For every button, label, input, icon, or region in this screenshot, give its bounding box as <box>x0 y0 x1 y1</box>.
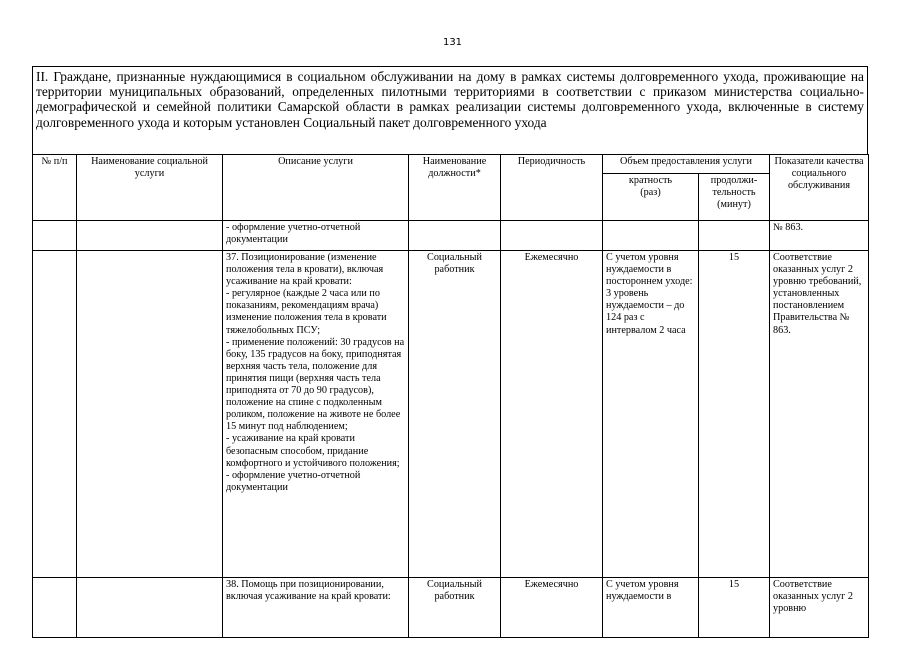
row-periodicity: Ежемесячно <box>501 578 603 638</box>
document-table-frame <box>32 66 868 656</box>
header-description: Описание услуги <box>223 155 409 221</box>
row-service-name <box>77 221 223 251</box>
header-volume: Объем предоставления услуги <box>603 155 770 174</box>
row-multiplicity: С учетом уровня нуждаемости в <box>603 578 699 638</box>
page-number: 131 <box>442 37 463 48</box>
row-periodicity <box>501 221 603 251</box>
table-row <box>33 251 869 578</box>
row-position <box>409 221 501 251</box>
table-row <box>33 221 869 251</box>
header-quality: Показатели качества социального обслуживания <box>770 155 869 221</box>
row-description: - оформление учетно-отчетной документации <box>223 221 409 251</box>
row-periodicity: Ежемесячно <box>501 251 603 578</box>
services-table <box>32 154 869 638</box>
row-quality: Соответствие оказанных услуг 2 уровню <box>770 578 869 638</box>
row-num <box>33 578 77 638</box>
row-num <box>33 251 77 578</box>
header-num: № п/п <box>33 155 77 221</box>
header-duration: продолжи- тельность (минут) <box>699 174 770 221</box>
header-service-name: Наименование социальной услуги <box>77 155 223 221</box>
row-service-name <box>77 251 223 578</box>
header-periodicity: Периодичность <box>501 155 603 221</box>
row-position: Социальный работник <box>409 251 501 578</box>
row-duration: 15 <box>699 251 770 578</box>
row-description: 38. Помощь при позиционировании, включая усаживание на край кровати: <box>223 578 409 638</box>
row-service-name <box>77 578 223 638</box>
row-duration <box>699 221 770 251</box>
table-row <box>33 578 869 638</box>
row-quality: Соответствие оказанных услуг 2 уровню требований, установленных постановлением Правительства № 863. <box>770 251 869 578</box>
section-title: II. Граждане, признанные нуждающимися в социальном обслуживании на дому в рамках системы долговременного ухода, проживающие на территории муниципальных образований, определенных пилотными территориями в соответствии с приказом министерства социально-демографической и семейной политики Самарской области в рамках реализации системы долговременного ухода, включенные в систему долговременного ухода и которым установлен Социальный пакет долговременного ухода <box>32 66 868 154</box>
row-description: 37. Позиционирование (изменение положения тела в кровати), включая усаживание на край кровати: - регулярное (каждые 2 часа или по показаниям, рекомендациям врача) изменение положения тела в кровати тяжелобольных ПСУ; - применение положений: 30 градусов на боку, 135 градусов на боку, приподнятая верхняя часть тела, положение для принятия пищи (верхняя часть тела приподнята от 70 до 90 градусов), положение на спине с подколенным роликом, положение на животе не более 15 минут под наблюдением; - усаживание на край кровати безопасным способом, придание комфортного и устойчивого положения; - оформление учетно-отчетной документации <box>223 251 409 578</box>
row-multiplicity: С учетом уровня нуждаемости в постороннем уходе: 3 уровень нуждаемости – до 124 раз с интервалом 2 часа <box>603 251 699 578</box>
row-position: Социальный работник <box>409 578 501 638</box>
row-quality: № 863. <box>770 221 869 251</box>
row-multiplicity <box>603 221 699 251</box>
header-multiplicity: кратность (раз) <box>603 174 699 221</box>
row-num <box>33 221 77 251</box>
table-header-row <box>33 155 869 174</box>
header-position: Наименование должности* <box>409 155 501 221</box>
row-duration: 15 <box>699 578 770 638</box>
